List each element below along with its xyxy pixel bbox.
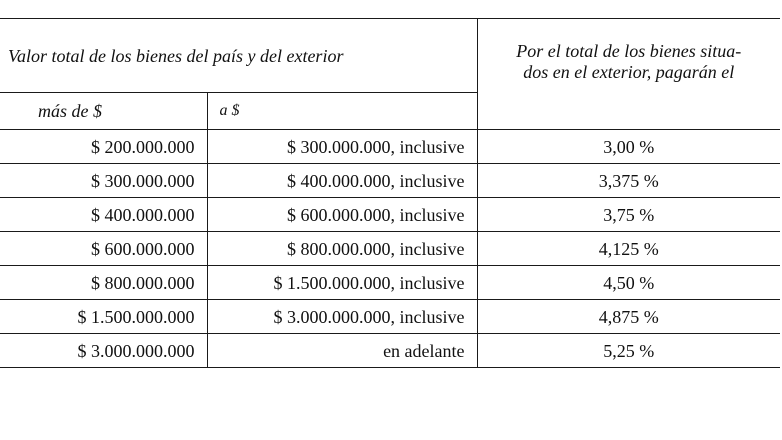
cell-from: $ 1.500.000.000 [0,300,207,334]
cell-from: $ 200.000.000 [0,130,207,164]
table-row [0,130,780,164]
cell-to: $ 3.000.000.000, inclusive [207,300,477,334]
table-row [0,232,780,266]
cell-from: $ 3.000.000.000 [0,334,207,368]
cell-to: $ 600.000.000, inclusive [207,198,477,232]
cell-rate: 3,375 % [477,164,780,198]
cell-rate: 5,25 % [477,334,780,368]
cell-rate: 3,00 % [477,130,780,164]
tax-rate-table [0,18,780,368]
cell-to: $ 300.000.000, inclusive [207,130,477,164]
header-rate-abroad-line1: Por el total de los bienes situa- [516,41,742,61]
header-total-value: Valor total de los bienes del país y del exterior [0,19,477,93]
cell-to: $ 400.000.000, inclusive [207,164,477,198]
cell-rate: 4,875 % [477,300,780,334]
header-row-main [0,19,780,93]
cell-to: $ 800.000.000, inclusive [207,232,477,266]
cell-from: $ 300.000.000 [0,164,207,198]
cell-rate: 4,125 % [477,232,780,266]
table-row [0,300,780,334]
table-row [0,334,780,368]
header-col-from: más de $ [0,93,207,130]
cell-to: en adelante [207,334,477,368]
header-rate-abroad-line2: dos en el exterior, pagarán el [523,61,735,82]
table-row [0,266,780,300]
table-row [0,198,780,232]
cell-rate: 4,50 % [477,266,780,300]
cell-from: $ 800.000.000 [0,266,207,300]
header-rate-abroad [477,19,780,130]
cell-to: $ 1.500.000.000, inclusive [207,266,477,300]
header-col-to: a $ [207,93,477,130]
cell-from: $ 600.000.000 [0,232,207,266]
cell-rate: 3,75 % [477,198,780,232]
cell-from: $ 400.000.000 [0,198,207,232]
table-row [0,164,780,198]
